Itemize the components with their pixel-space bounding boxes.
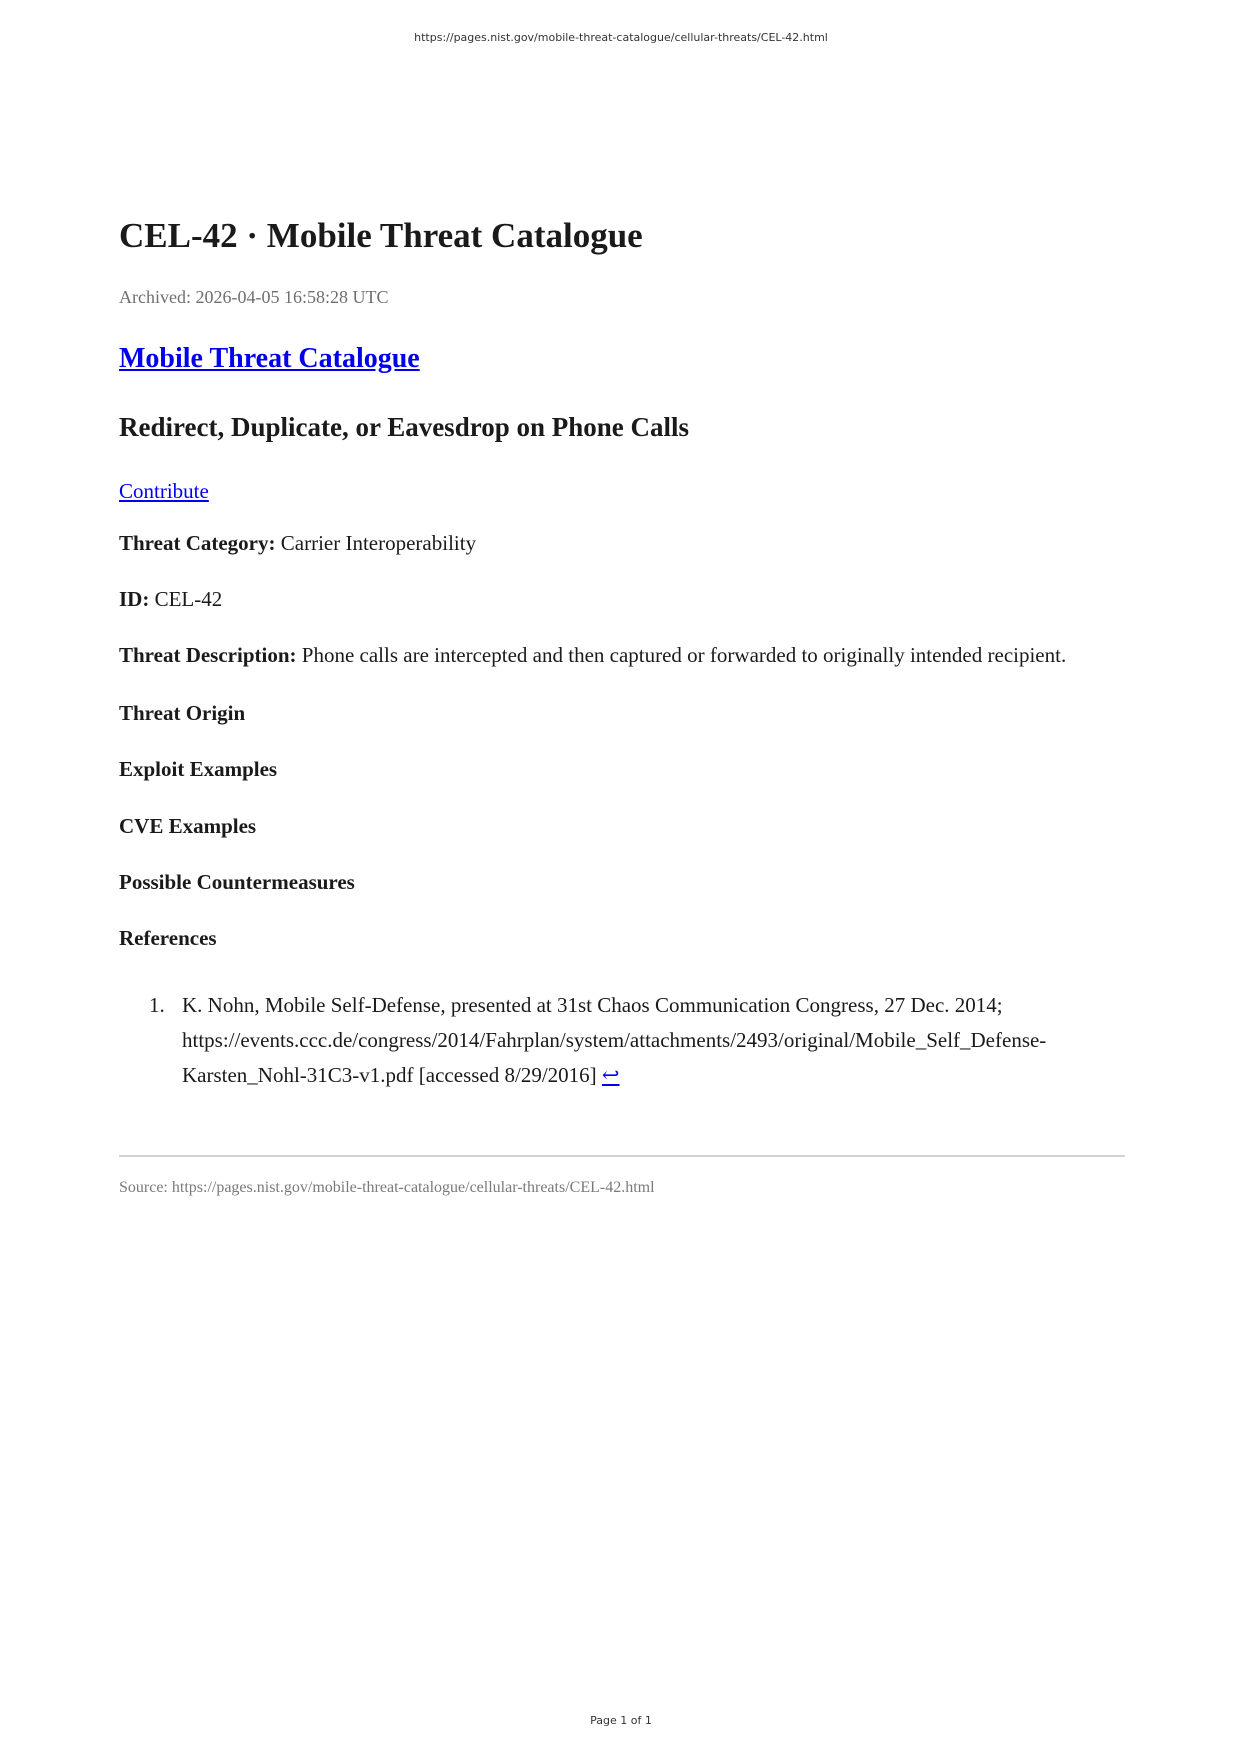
threat-origin-heading: Threat Origin <box>119 701 246 725</box>
cve-examples-heading: CVE Examples <box>119 814 257 838</box>
threat-id-label: ID: <box>119 587 150 611</box>
threat-description-label: Threat Description: <box>119 643 297 667</box>
print-header-url: https://pages.nist.gov/mobile-threat-catalogue/cellular-threats/CEL-42.html <box>414 31 828 44</box>
threat-description-value: Phone calls are intercepted and then captured or forwarded to originally intended recipient. <box>301 643 1067 667</box>
footer-divider <box>119 1155 1125 1157</box>
threat-category-field <box>119 529 476 557</box>
threat-id-value: CEL-42 <box>154 587 223 611</box>
references-heading: References <box>119 926 217 950</box>
threat-description-field <box>119 641 1066 669</box>
possible-countermeasures-heading: Possible Countermeasures <box>119 870 355 894</box>
reference-item <box>119 988 1125 1093</box>
references-list <box>119 988 1125 1093</box>
reference-text-line-2: https://events.ccc.de/congress/2014/Fahrplan/system/attachments/2493/original/Mobile_Self_Defense- <box>182 1028 1047 1052</box>
reference-text-line-1: K. Nohn, Mobile Self-Defense, presented at 31st Chaos Communication Congress, 27 Dec. 2014; <box>182 993 1003 1017</box>
threat-heading: Redirect, Duplicate, or Eavesdrop on Phone Calls <box>119 412 690 442</box>
threat-category-value: Carrier Interoperability <box>280 531 477 555</box>
threat-category-label: Threat Category: <box>119 531 276 555</box>
return-arrow-icon[interactable]: ↩ <box>601 1063 620 1087</box>
source-url: Source: https://pages.nist.gov/mobile-threat-catalogue/cellular-threats/CEL-42.html <box>119 1179 655 1196</box>
contribute-link[interactable]: Contribute <box>119 479 209 503</box>
page-title: CEL-42 · Mobile Threat Catalogue <box>119 216 643 255</box>
archived-timestamp: Archived: 2026-04-05 16:58:28 UTC <box>119 287 389 307</box>
mobile-threat-catalogue-link[interactable]: Mobile Threat Catalogue <box>119 343 420 374</box>
threat-id-field <box>119 585 222 613</box>
page-number: Page 1 of 1 <box>590 1714 652 1727</box>
reference-number: 1. <box>149 993 165 1017</box>
exploit-examples-heading: Exploit Examples <box>119 757 278 781</box>
reference-text-line-3: Karsten_Nohl-31C3-v1.pdf [accessed 8/29/2016] <box>182 1063 597 1087</box>
